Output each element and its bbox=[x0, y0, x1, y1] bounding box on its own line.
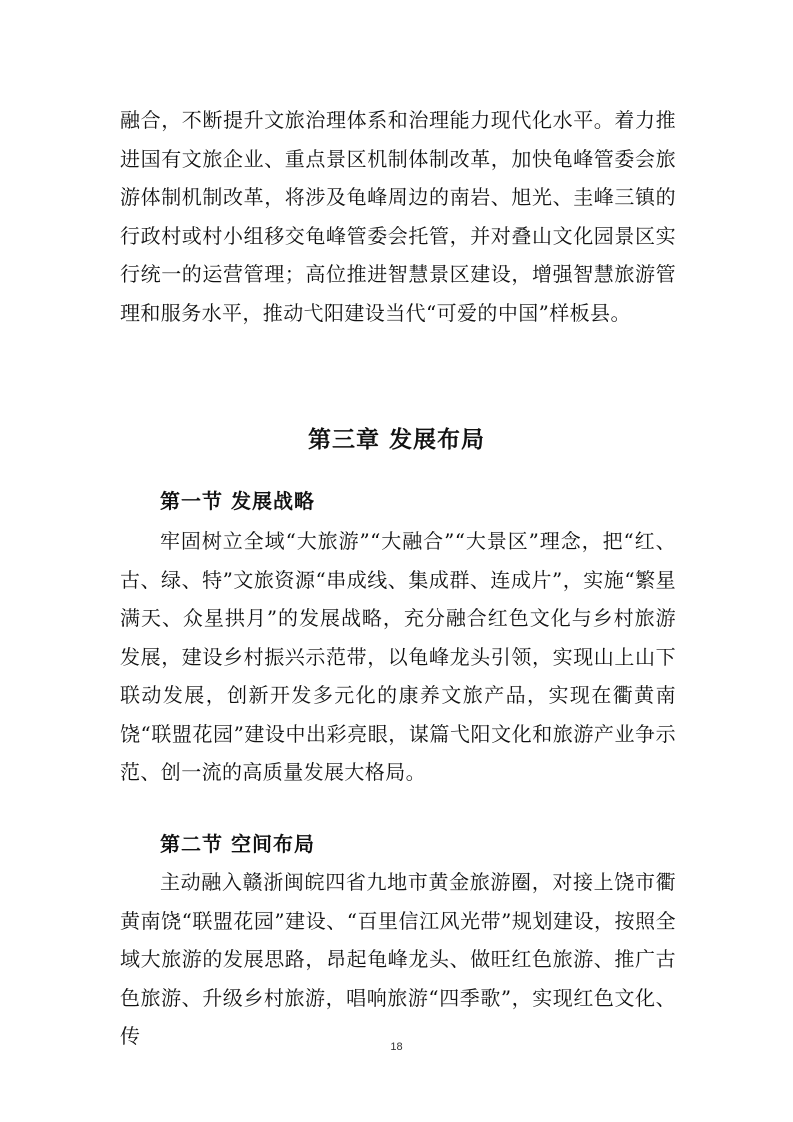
section-title-development-strategy: 第一节 发展战略 bbox=[160, 489, 315, 513]
section-title-spatial-layout: 第二节 空间布局 bbox=[160, 832, 315, 856]
chapter-title: 第三章 发展布局 bbox=[307, 427, 485, 453]
section-1-paragraph: 牢固树立全域“大旅游”“大融合”“大景区”理念，把“红、古、绿、特”文旅资源“串成线、集成群、连成片”，实施“繁星满天、众星拱月”的发展战略，充分融合红色文化与乡村旅游发展，建设乡村振兴示范带，以龟峰龙头引领，实现山上山下联动发展，创新开发多元化的康养文旅产品，实现在衢黄南饶“联盟花园”建设中出彩亮眼，谋篇弋阳文化和旅游产业争示范、创一流的高质量发展大格局。 bbox=[120, 529, 676, 784]
section-2-paragraph: 主动融入赣浙闽皖四省九地市黄金旅游圈，对接上饶市衢黄南饶“联盟花园”建设、“百里信江风光带”规划建设，按照全域大旅游的发展思路，昂起龟峰龙头、做旺红色旅游、推广古色旅游、升级乡村旅游，唱响旅游“四季歌”，实现红色文化、传 bbox=[120, 870, 676, 1048]
page-number: 18 bbox=[390, 1041, 403, 1053]
body-paragraph-continued: 融合，不断提升文旅治理体系和治理能力现代化水平。着力推进国有文旅企业、重点景区机制体制改革，加快龟峰管委会旅游体制机制改革，将涉及龟峰周边的南岩、旭光、圭峰三镇的行政村或村小组移交龟峰管委会托管，并对叠山文化园景区实行统一的运营管理；高位推进智慧景区建设，增强智慧旅游管理和服务水平，推动弋阳建设当代“可爱的中国”样板县。 bbox=[120, 108, 676, 325]
